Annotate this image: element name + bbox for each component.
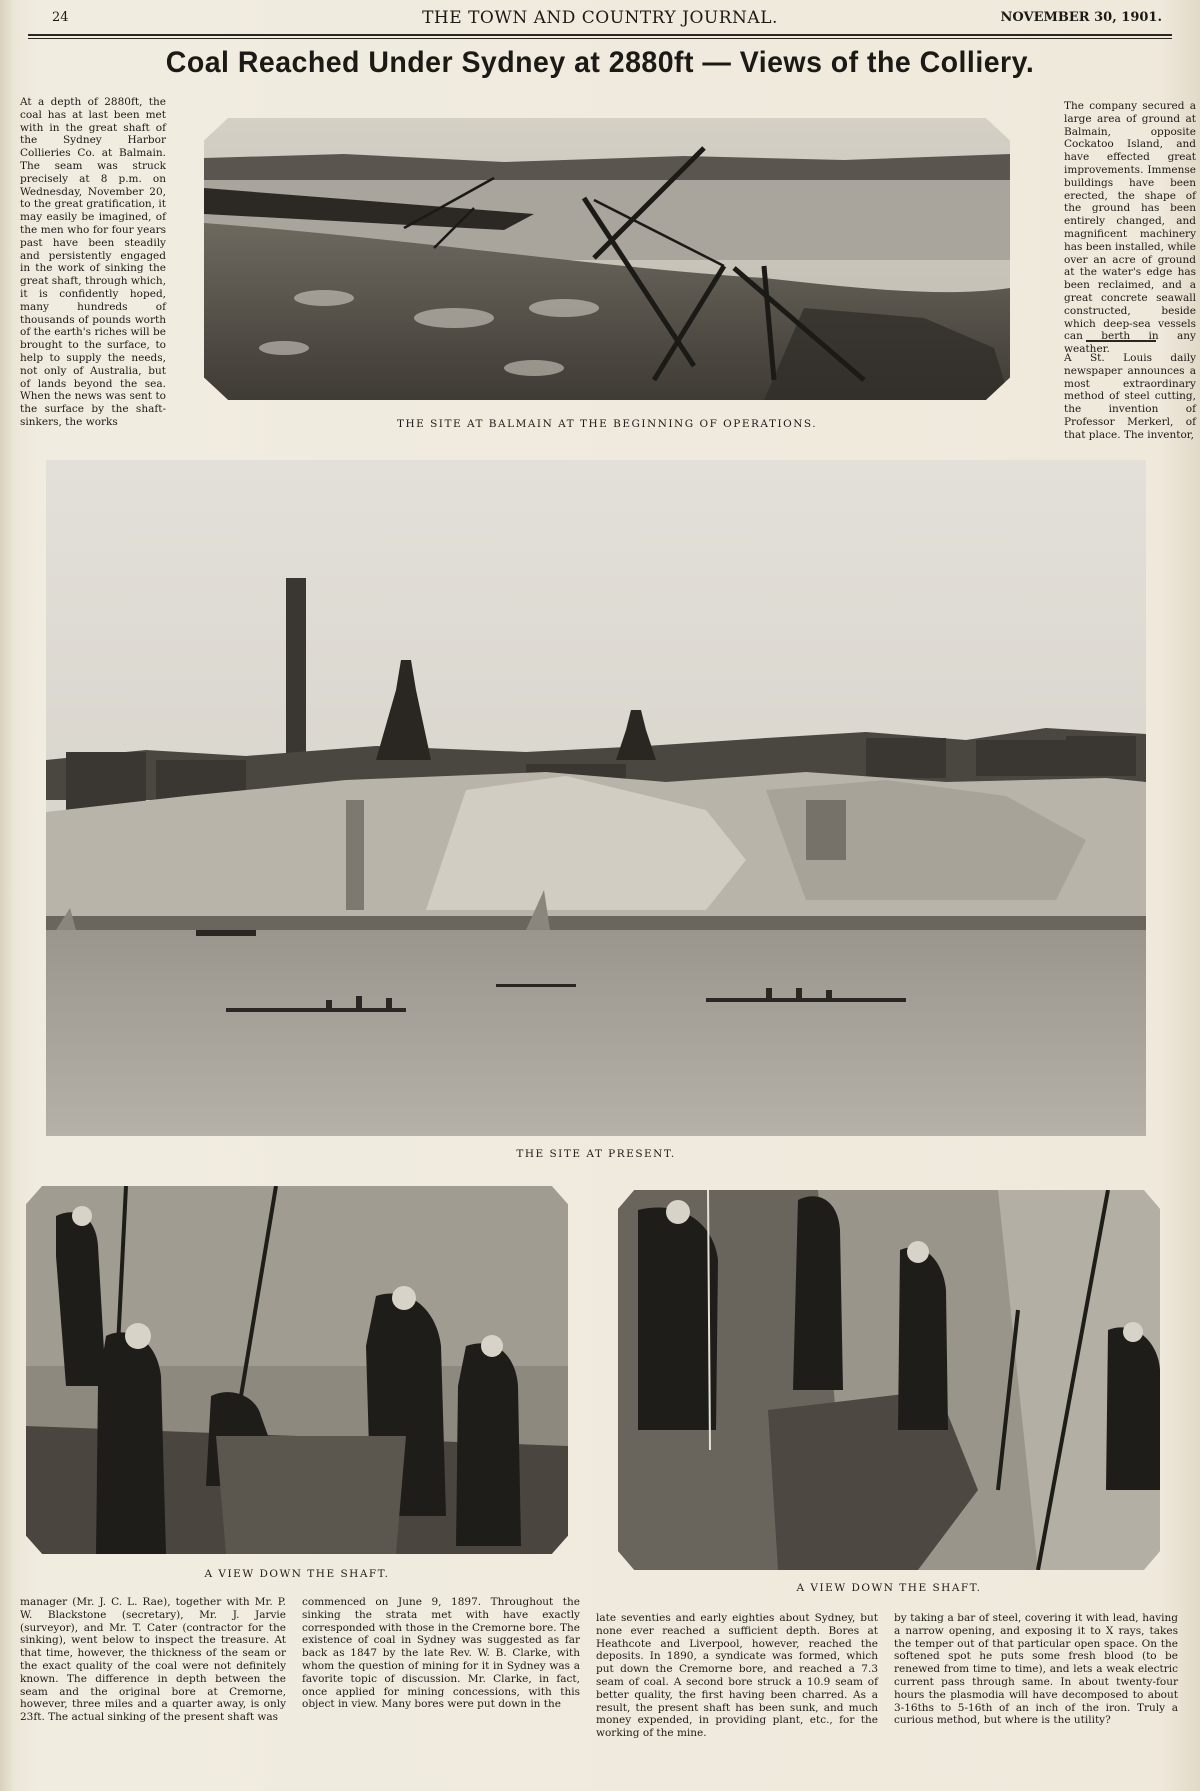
article-column-bottom-1: manager (Mr. J. C. L. Rae), together with Mr. P. W. Blackstone (secretary), Mr. J. Jarvie (surveyor), and Mr. T. Cater (contractor for the sinking), went below to inspect the treasure. At that time, however, the thickness of the seam or the exact quality of the coal were not definitely known. The difference in depth between the seam and the original bore at Cremorne, however, three miles and a quarter away, is only 23ft. The actual sinking of the present shaft was xyxy=(20,1596,286,1724)
article-column-company: The company secured a large area of ground at Balmain, opposite Cockatoo Island, and have effected great improvements. Immense buildings have been erected, the shape of the ground has been entirely changed, and magnificent machinery has been installed, while over an acre of ground at the water's edge has been reclaimed, and a great concrete seawall constructed, beside which deep-sea vessels can berth in any weather. xyxy=(1064,100,1196,356)
article-column-bottom-4: by taking a bar of steel, covering it with lead, having a narrow opening, and exposing it to X rays, takes the temper out of that particular open space. On the softened spot he puts some fresh blood (to be renewed from time to time), and lets a weak electric current pass through same. In about twenty-four hours the plasmodia will have decomposed to about 3-16ths to 5-16th of an inch of the iron. Truly a curious method, but where is the utility? xyxy=(894,1612,1178,1727)
photo-shaft-right xyxy=(618,1190,1160,1570)
article-column-bottom-3: late seventies and early eighties about Sydney, but none ever reached a sufficient depth. Bores at Heathcote and Liverpool, however, reached the deposits. In 1890, a syndicate was formed, which put down the Cremorne bore, and reached a 7.3 seam of coal. A second bore struck a 10.9 seam of better quality, the first having been charred. As a result, the present shaft has been sunk, and much money expended, in providing plant, etc., for the working of the mine. xyxy=(596,1612,878,1740)
article-column-bottom-2: commenced on June 9, 1897. Throughout the sinking the strata met with have exactly corresponded with those in the Cremorne bore. The existence of coal in Sydney was suggested as far back as 1847 by the late Rev. W. B. Clarke, with whom the question of mining for it in Sydney was a favorite topic of discussion. Mr. Clarke, in fact, once applied for mining concessions, with this object in view. Many bores were put down in the xyxy=(302,1596,580,1711)
photo-shaft-left xyxy=(26,1186,568,1554)
page-number: 24 xyxy=(52,10,69,25)
photo-site-present xyxy=(46,460,1146,1136)
article-headline: Coal Reached Under Sydney at 2880ft — Views of the Colliery. xyxy=(165,46,1035,79)
issue-date: NOVEMBER 30, 1901. xyxy=(1000,10,1162,25)
caption-balmain-site: THE SITE AT BALMAIN AT THE BEGINNING OF OPERATIONS. xyxy=(396,418,818,430)
caption-shaft-right: A VIEW DOWN THE SHAFT. xyxy=(796,1582,982,1594)
caption-site-present: THE SITE AT PRESENT. xyxy=(516,1148,676,1160)
journal-title: THE TOWN AND COUNTRY JOURNAL. xyxy=(422,8,778,28)
caption-shaft-left: A VIEW DOWN THE SHAFT. xyxy=(204,1568,390,1580)
photo-balmain-site xyxy=(204,118,1010,400)
article-column-intro: At a depth of 2880ft, the coal has at last been met with in the great shaft of the Sydney Harbor Collieries Co. at Balmain. The seam was struck precisely at 8 p.m. on Wednesday, November 20, to the great gratification, it may easily be imagined, of the men who for four years past have been steadily and persistently engaged in the work of sinking the great shaft, through which, it is confidently hoped, many hundreds of thousands of pounds worth of the earth's riches will be brought to the surface, to help to supply the needs, not only of Australia, but of lands beyond the sea. When the news was sent to the surface by the shaft-sinkers, the works xyxy=(20,96,166,428)
masthead xyxy=(28,8,1172,36)
masthead-rule xyxy=(28,38,1172,39)
column-divider xyxy=(1086,340,1156,342)
article-column-steel: A St. Louis daily newspaper announces a most extraordinary method of steel cutting, the invention of Professor Merkerl, of that place. The inventor, xyxy=(1064,352,1196,441)
